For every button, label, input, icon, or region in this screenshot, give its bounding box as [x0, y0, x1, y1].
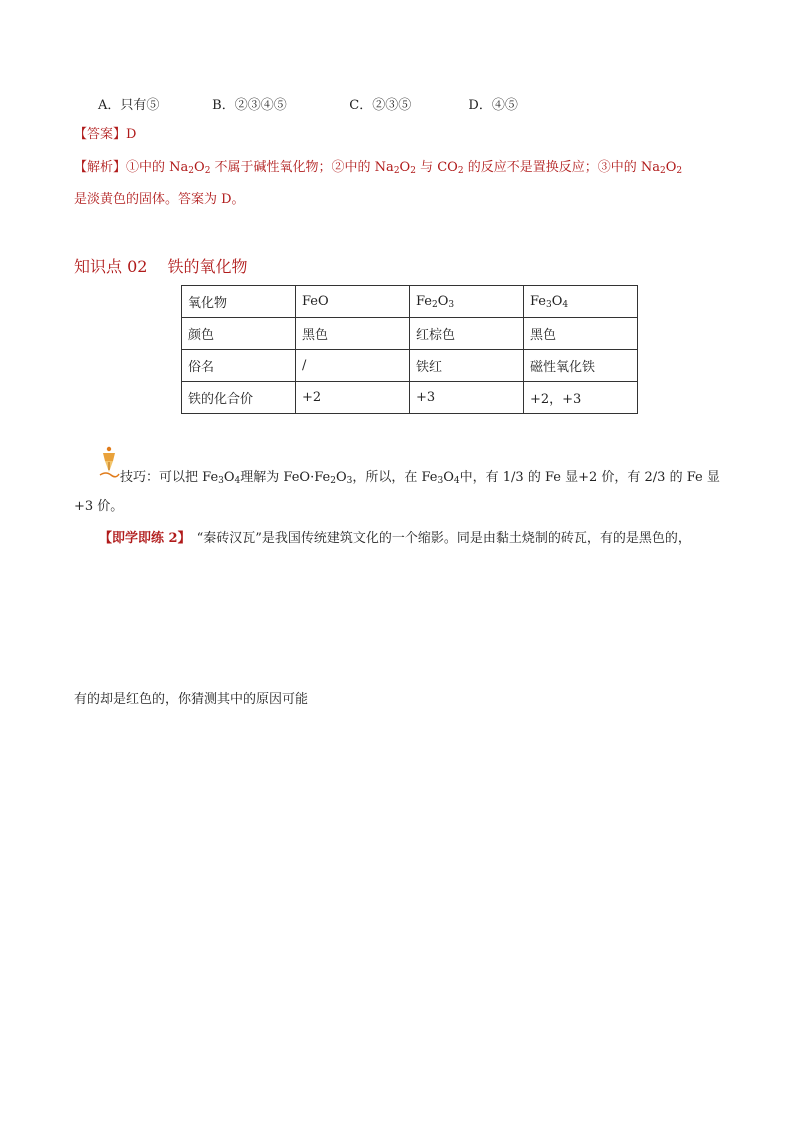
- practice-tag: 【即学即练 2】: [99, 531, 191, 546]
- answer-value: D: [126, 127, 137, 142]
- tip-text: O: [223, 470, 235, 485]
- explanation-text: O: [194, 160, 205, 175]
- table-cell: [524, 286, 638, 318]
- subscript: 4: [234, 476, 241, 486]
- explanation-line-2: 是淡黄色的固体。答案为 D。: [74, 192, 245, 207]
- option-c: C．②③⑤: [349, 98, 412, 113]
- subscript: 4: [453, 476, 460, 486]
- table-cell: +2，+3: [524, 382, 638, 414]
- table-row: [182, 350, 638, 382]
- subscript: 3: [437, 476, 444, 486]
- table-cell: 黑色: [524, 318, 638, 350]
- answer-label: 【答案】: [74, 127, 127, 142]
- table-cell: 黑色: [296, 318, 410, 350]
- tip-text: ，所以，在 Fe: [352, 470, 438, 485]
- explanation-text: 不属于碱性氧化物；②中的 Na: [210, 160, 394, 175]
- tip-text: 技巧：可以把 Fe: [120, 470, 219, 485]
- table-row: [182, 382, 638, 414]
- practice-text: “秦砖汉瓦”是我国传统建筑文化的一个缩影。同是由黏土烧制的砖瓦，有的是黑色的，: [196, 531, 691, 546]
- explanation-label: 【解析】: [74, 160, 127, 175]
- subscript: 3: [546, 299, 552, 310]
- subscript: 3: [218, 476, 224, 486]
- tip-text: O: [443, 470, 454, 485]
- subscript: 2: [393, 166, 400, 176]
- continuation-text: 有的却是红色的，你猜测其中的原因可能: [74, 692, 309, 707]
- subscript: 3: [346, 476, 353, 486]
- tip-line-2: +3 价。: [74, 499, 124, 514]
- iron-oxides-table: [181, 285, 638, 414]
- tip-text: O: [335, 470, 347, 485]
- table-cell: +2: [296, 382, 410, 414]
- formula-part: O: [437, 293, 449, 309]
- subscript: 3: [448, 299, 455, 310]
- explanation-text: O: [665, 160, 677, 175]
- answer-options: [98, 94, 518, 113]
- formula-part: O: [551, 293, 563, 309]
- tip-line-1: [120, 466, 720, 486]
- subscript: 4: [562, 299, 569, 310]
- tip-text: 中，有 1/3 的 Fe 显+2 价，有 2/3 的 Fe 显: [459, 470, 720, 485]
- table-row: [182, 286, 638, 318]
- table-cell: 红棕色: [410, 318, 524, 350]
- table-cell: +3: [410, 382, 524, 414]
- explanation-text: 与 CO: [415, 160, 458, 175]
- explanation-text: ①中的 Na: [126, 160, 189, 175]
- explanation-text: 的反应不是置换反应；③中的 Na: [463, 160, 660, 175]
- explanation-line-1: [74, 156, 682, 176]
- section-number: 知识点 02: [74, 257, 148, 276]
- subscript: 2: [188, 166, 195, 176]
- subscript: 2: [432, 299, 438, 310]
- formula-part: Fe: [530, 293, 547, 309]
- table-cell: 俗名: [182, 350, 296, 382]
- subscript: 2: [330, 476, 336, 486]
- table-cell: 磁性氧化铁: [524, 350, 638, 382]
- pen-nib-icon: [98, 446, 120, 478]
- option-a: A．只有⑤: [98, 98, 160, 113]
- subscript: 2: [410, 166, 416, 176]
- table-cell: 颜色: [182, 318, 296, 350]
- formula-part: Fe: [416, 293, 433, 309]
- explanation-text: O: [399, 160, 411, 175]
- table-cell: 铁红: [410, 350, 524, 382]
- practice-line: [99, 527, 691, 546]
- table-cell: 铁的化合价: [182, 382, 296, 414]
- subscript: 2: [676, 166, 683, 176]
- table-cell: 氧化物: [182, 286, 296, 318]
- section-heading: 铁的氧化物: [167, 257, 248, 276]
- table-cell: [410, 286, 524, 318]
- subscript: 2: [659, 166, 666, 176]
- subscript: 2: [204, 166, 211, 176]
- answer-line: [74, 123, 136, 142]
- table-cell: /: [296, 350, 410, 382]
- table-cell: FeO: [296, 286, 410, 318]
- tip-text: 理解为 FeO·Fe: [240, 470, 331, 485]
- table-row: [182, 318, 638, 350]
- option-b: B．②③④⑤: [212, 98, 287, 113]
- option-d: D．④⑤: [468, 98, 518, 113]
- section-title: [74, 254, 247, 277]
- subscript: 2: [457, 166, 464, 176]
